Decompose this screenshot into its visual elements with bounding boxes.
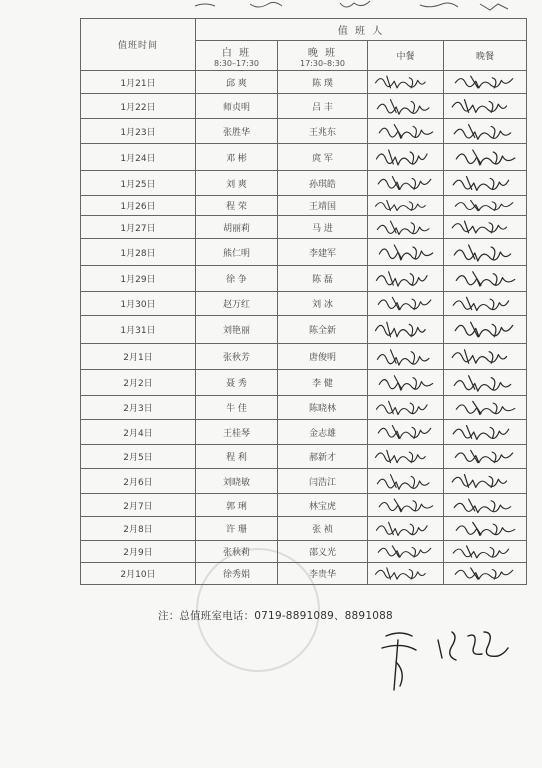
dinner-signature-cell [444,94,527,119]
lunch-signature-cell [368,420,444,445]
roster-body [81,71,527,585]
day-shift-cell: 师贞明 [196,94,278,119]
day-shift-cell: 邓 彬 [196,144,278,171]
date-cell: 2月6日 [81,469,196,494]
lunch-signature-cell [368,171,444,196]
table-row [81,563,527,585]
night-shift-cell: 唐俊明 [278,344,368,370]
table-row [81,316,527,344]
handwritten-signature [444,563,526,584]
handwritten-signature [368,445,443,468]
dinner-signature-cell [444,144,527,171]
handwritten-signature [368,196,443,215]
night-shift-cell: 陈晓林 [278,396,368,420]
night-shift-cell: 王兆东 [278,119,368,144]
day-shift-cell: 王桂琴 [196,420,278,445]
handwritten-signature [444,119,526,143]
dinner-signature-cell [444,292,527,316]
table-row [81,370,527,396]
table-row [81,119,527,144]
handwritten-signature [368,119,443,143]
night-shift-cell: 郝新才 [278,445,368,469]
handwritten-signature [444,370,526,395]
day-shift-cell: 熊仁明 [196,239,278,266]
table-row [81,344,527,370]
handwritten-signature [444,196,526,215]
lunch-signature-cell [368,469,444,494]
lunch-signature-cell [368,541,444,563]
handwritten-signature [368,292,443,315]
night-shift-cell: 王靖国 [278,196,368,216]
lunch-signature-cell [368,292,444,316]
day-shift-cell: 胡丽莉 [196,216,278,239]
handwritten-signature [444,344,526,369]
night-shift-cell: 陈全新 [278,316,368,344]
table-row [81,292,527,316]
day-shift-cell: 刘晓敏 [196,469,278,494]
dinner-signature-cell [444,266,527,292]
table-row [81,94,527,119]
night-shift-cell: 李贵华 [278,563,368,585]
lunch-signature-cell [368,563,444,585]
date-cell: 2月8日 [81,517,196,541]
night-shift-cell: 张 祯 [278,517,368,541]
table-row [81,239,527,266]
date-cell: 1月21日 [81,71,196,94]
lunch-signature-cell [368,216,444,239]
dinner-signature-cell [444,171,527,196]
date-cell: 2月4日 [81,420,196,445]
handwritten-signature [444,216,526,238]
day-shift-cell: 郭 琍 [196,494,278,517]
table-row [81,216,527,239]
date-cell: 2月10日 [81,563,196,585]
date-cell: 1月24日 [81,144,196,171]
dinner-signature-cell [444,119,527,144]
handwritten-signature [368,396,443,419]
date-cell: 1月23日 [81,119,196,144]
day-shift-cell: 赵万红 [196,292,278,316]
handwritten-signature [444,292,526,315]
lunch-signature-cell [368,71,444,94]
lunch-signature-cell [368,94,444,119]
dinner-signature-cell [444,196,527,216]
date-cell: 1月29日 [81,266,196,292]
night-shift-cell: 金志雄 [278,420,368,445]
handwritten-signature [444,420,526,444]
night-shift-cell: 吕 丰 [278,94,368,119]
top-handwriting-scrawl [190,0,520,14]
dinner-signature-cell [444,541,527,563]
table-row [81,144,527,171]
day-shift-cell: 刘艳丽 [196,316,278,344]
handwritten-signature [368,344,443,369]
handwritten-signature [368,517,443,540]
table-row [81,445,527,469]
lunch-signature-cell [368,196,444,216]
dinner-signature-cell [444,563,527,585]
date-cell: 2月9日 [81,541,196,563]
date-cell: 1月26日 [81,196,196,216]
table-row [81,266,527,292]
day-shift-cell: 刘 爽 [196,171,278,196]
date-cell: 1月30日 [81,292,196,316]
dinner-signature-cell [444,370,527,396]
handwritten-signature [444,71,526,93]
handwritten-signature [444,94,526,118]
dinner-signature-cell [444,396,527,420]
night-shift-cell: 李 健 [278,370,368,396]
handwritten-signature [368,216,443,238]
date-cell: 1月25日 [81,171,196,196]
dinner-signature-cell [444,494,527,517]
handwritten-signature [368,469,443,493]
dinner-signature-cell [444,316,527,344]
day-shift-cell: 聂 秀 [196,370,278,396]
table-row [81,396,527,420]
handwritten-signature [368,171,443,195]
table-row [81,71,527,94]
night-shift-cell: 孙琪皓 [278,171,368,196]
dinner-signature-cell [444,517,527,541]
date-cell: 2月3日 [81,396,196,420]
date-cell: 1月28日 [81,239,196,266]
date-cell: 2月2日 [81,370,196,396]
lunch-signature-cell [368,119,444,144]
table-row [81,196,527,216]
lunch-signature-cell [368,344,444,370]
handwritten-signature [444,517,526,540]
night-shift-cell: 庹 军 [278,144,368,171]
handwritten-signature [444,239,526,265]
handwritten-signature [444,541,526,562]
dinner-signature-cell [444,445,527,469]
dinner-signature-cell [444,216,527,239]
lunch-signature-cell [368,494,444,517]
date-cell: 1月22日 [81,94,196,119]
dinner-signature-cell [444,420,527,445]
night-shift-cell: 邵义光 [278,541,368,563]
lunch-signature-cell [368,316,444,344]
table-row [81,494,527,517]
handwritten-signature [368,420,443,444]
bottom-handwritten-signature [372,618,512,698]
date-cell: 1月27日 [81,216,196,239]
header-lunch: 中餐 [368,41,444,71]
handwritten-signature [368,94,443,118]
dinner-signature-cell [444,71,527,94]
table-row [81,517,527,541]
lunch-signature-cell [368,239,444,266]
handwritten-signature [444,144,526,170]
handwritten-signature [444,469,526,493]
day-shift-cell: 牛 佳 [196,396,278,420]
day-shift-cell: 张秋芳 [196,344,278,370]
handwritten-signature [368,71,443,93]
duty-roster-table [80,18,527,585]
lunch-signature-cell [368,396,444,420]
table-row [81,171,527,196]
handwritten-signature [368,266,443,291]
header-duty-person: 值 班 人 [196,19,527,41]
lunch-signature-cell [368,370,444,396]
handwritten-signature [444,171,526,195]
dinner-signature-cell [444,344,527,370]
handwritten-signature [368,316,443,343]
header-day-shift: 白 班 8:30–17:30 [196,41,278,71]
table-row [81,469,527,494]
day-shift-cell: 徐 争 [196,266,278,292]
dinner-signature-cell [444,469,527,494]
header-dinner: 晚餐 [444,41,527,71]
night-shift-cell: 闫浩江 [278,469,368,494]
handwritten-signature [444,494,526,516]
footnote-phone: 注：总值班室电话：0719-8891089、8891088 [158,610,393,622]
header-duty-time: 值班时间 [81,19,196,71]
handwritten-signature [368,563,443,584]
handwritten-signature [444,316,526,343]
date-cell: 2月5日 [81,445,196,469]
lunch-signature-cell [368,517,444,541]
handwritten-signature [444,445,526,468]
night-shift-cell: 刘 冰 [278,292,368,316]
date-cell: 2月7日 [81,494,196,517]
table-row [81,541,527,563]
handwritten-signature [368,494,443,516]
night-shift-cell: 陈 璞 [278,71,368,94]
date-cell: 2月1日 [81,344,196,370]
night-shift-cell: 马 进 [278,216,368,239]
handwritten-signature [444,396,526,419]
day-shift-cell: 许 珊 [196,517,278,541]
day-shift-cell: 张秋莉 [196,541,278,563]
day-shift-cell: 张胜华 [196,119,278,144]
lunch-signature-cell [368,144,444,171]
table-row [81,420,527,445]
handwritten-signature [368,370,443,395]
date-cell: 1月31日 [81,316,196,344]
lunch-signature-cell [368,266,444,292]
night-shift-cell: 陈 磊 [278,266,368,292]
header-night-shift: 晚 班 17:30–8:30 [278,41,368,71]
handwritten-signature [368,144,443,170]
day-shift-cell: 徐秀娟 [196,563,278,585]
night-shift-cell: 林宝虎 [278,494,368,517]
night-shift-cell: 李建军 [278,239,368,266]
day-shift-cell: 邱 爽 [196,71,278,94]
handwritten-signature [368,239,443,265]
lunch-signature-cell [368,445,444,469]
handwritten-signature [368,541,443,562]
day-shift-cell: 程 荣 [196,196,278,216]
dinner-signature-cell [444,239,527,266]
day-shift-cell: 程 利 [196,445,278,469]
handwritten-signature [444,266,526,291]
